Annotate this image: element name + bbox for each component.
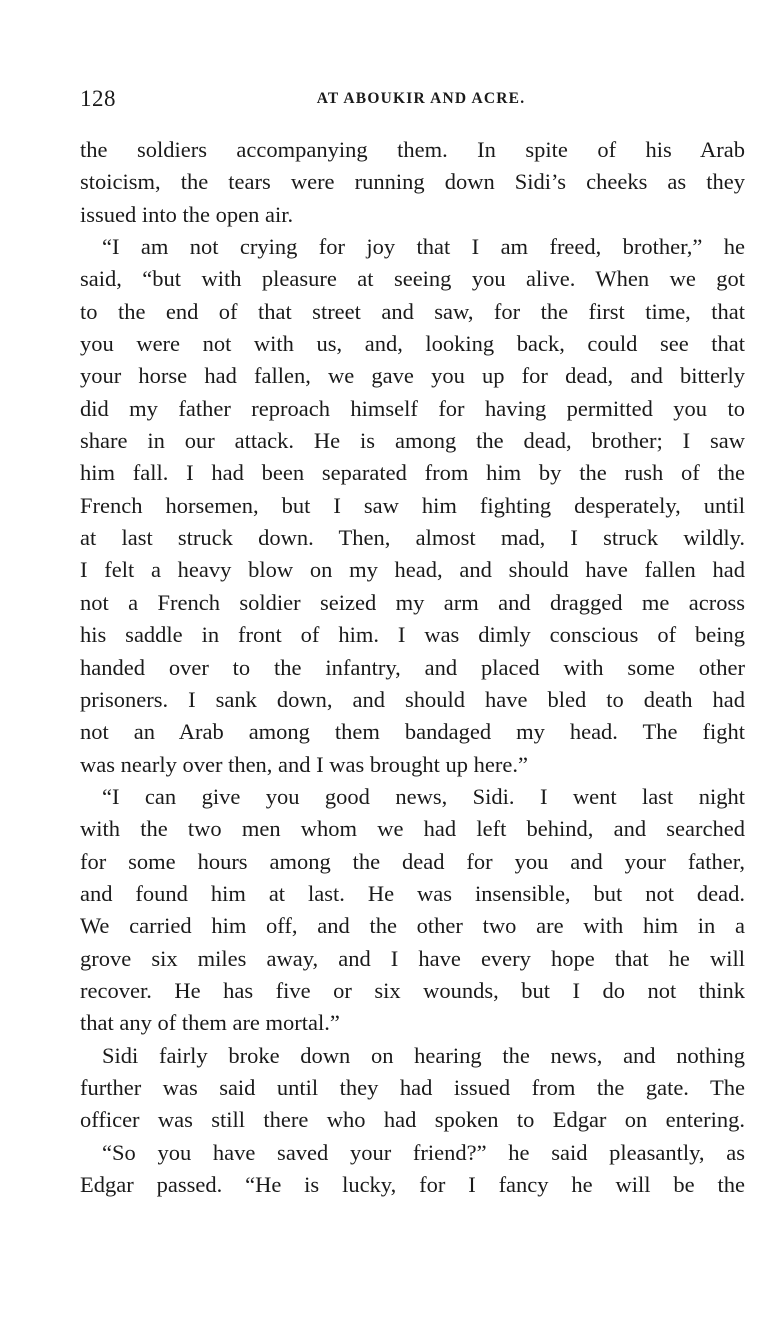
text-line: officer was still there who had spoken to Edgar on entering. xyxy=(80,1107,745,1133)
text-line: and found him at last. He was insensible, but not dead. xyxy=(80,880,745,906)
text-line: French horsemen, but I saw him fighting desperately, until xyxy=(80,492,745,518)
text-line: with the two men whom we had left behind, and searched xyxy=(80,816,745,842)
text-line: his saddle in front of him. I was dimly conscious of being xyxy=(80,622,745,648)
page-number: 128 xyxy=(80,86,116,111)
text-line: for some hours among the dead for you and your father, xyxy=(80,848,745,874)
text-line: did my father reproach himself for having permitted you to xyxy=(80,395,745,421)
text-line: that any of them are mortal.” xyxy=(80,1010,340,1036)
text-line: stoicism, the tears were running down Sidi’s cheeks as they xyxy=(80,169,745,195)
text-line: further was said until they had issued from the gate. The xyxy=(80,1074,745,1100)
text-line: prisoners. I sank down, and should have bled to death had xyxy=(80,686,745,712)
text-line: share in our attack. He is among the dead, brother; I saw xyxy=(80,428,745,454)
text-line: you were not with us, and, looking back, could see that xyxy=(80,331,745,357)
text-line: grove six miles away, and I have every hope that he will xyxy=(80,945,745,971)
text-line: not a French soldier seized my arm and dragged me across xyxy=(80,589,745,615)
text-line: him fall. I had been separated from him by the rush of the xyxy=(80,460,745,486)
text-line: was nearly over then, and I was brought up here.” xyxy=(80,751,528,777)
running-title: AT ABOUKIR AND ACRE. xyxy=(316,90,526,107)
text-line: to the end of that street and saw, for the first time, that xyxy=(80,298,745,324)
text-line: the soldiers accompanying them. In spite of his Arab xyxy=(80,137,745,162)
text-line: said, “but with pleasure at seeing you alive. When we got xyxy=(80,266,745,292)
text-line: Sidi fairly broke down on hearing the news, and nothing xyxy=(102,1042,745,1068)
text-line: handed over to the infantry, and placed with some other xyxy=(80,654,745,680)
text-line: “So you have saved your friend?” he said pleasantly, as xyxy=(102,1139,745,1165)
page-header xyxy=(80,86,746,116)
text-line: We carried him off, and the other two are with him in a xyxy=(80,913,745,939)
text-line: “I am not crying for joy that I am freed, brother,” he xyxy=(102,234,745,260)
text-line: I felt a heavy blow on my head, and should have fallen had xyxy=(80,557,745,583)
text-line: “I can give you good news, Sidi. I went last night xyxy=(102,783,745,809)
body-text xyxy=(80,134,745,1201)
text-line: recover. He has five or six wounds, but I do not think xyxy=(80,977,745,1003)
text-line: at last struck down. Then, almost mad, I struck wildly. xyxy=(80,525,745,551)
text-line: your horse had fallen, we gave you up for dead, and bitterly xyxy=(80,363,745,389)
text-line: not an Arab among them bandaged my head. The fight xyxy=(80,719,745,745)
text-line: Edgar passed. “He is lucky, for I fancy he will be the xyxy=(80,1172,745,1197)
text-line: issued into the open air. xyxy=(80,201,294,227)
